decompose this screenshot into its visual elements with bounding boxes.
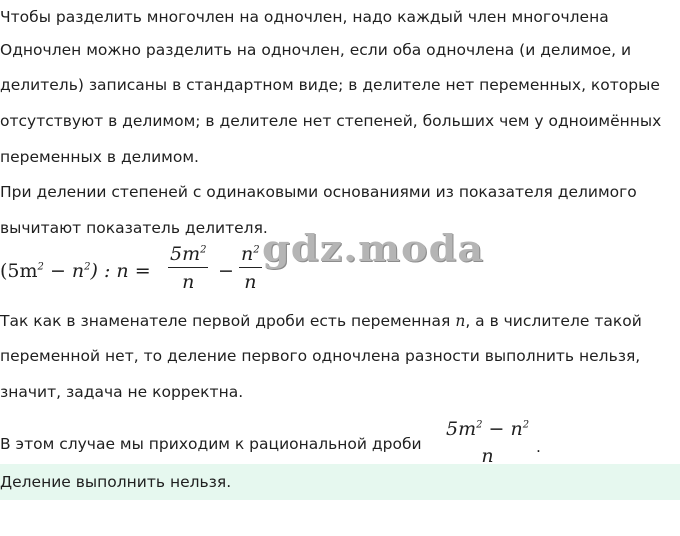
rational-exp-1: 2 bbox=[476, 419, 483, 431]
intro-line-4: отсутствуют в делимом; в делителе нет степеней, больших чем у одноимённых bbox=[0, 112, 662, 130]
intro-line-3: делитель) записаны в стандартном виде; в делителе нет переменных, которые bbox=[0, 76, 660, 94]
rational-num-term1: 5m bbox=[446, 418, 477, 440]
lhs-exp-2: 2 bbox=[84, 261, 91, 273]
intro-line-6: При делении степеней с одинаковыми основаниями из показателя делимого bbox=[0, 183, 637, 201]
intro-line-1: Чтобы разделить многочлен на одночлен, надо каждый член многочлена bbox=[0, 8, 609, 26]
frac1-denominator: n bbox=[182, 271, 195, 293]
frac2-numerator: n bbox=[241, 243, 254, 265]
intro-line-5: переменных в делимом. bbox=[0, 148, 199, 166]
lhs-open: (5m bbox=[0, 260, 38, 282]
rational-text: В этом случае мы приходим к рациональной дроби bbox=[0, 435, 422, 453]
equation-fraction-1 bbox=[168, 243, 208, 293]
equation-fraction-2 bbox=[239, 243, 262, 293]
rational-denominator: n bbox=[481, 445, 494, 464]
rational-period: . bbox=[536, 438, 541, 456]
lhs-exp-1: 2 bbox=[37, 261, 44, 273]
explanation-line-3: значит, задача не корректна. bbox=[0, 383, 244, 401]
equation-minus: − bbox=[218, 260, 234, 282]
answer-text: Деление выполнить нельзя. bbox=[0, 473, 232, 491]
lhs-minus: − n bbox=[43, 260, 85, 282]
frac1-exp: 2 bbox=[200, 244, 207, 256]
lhs-close: ) : n = bbox=[90, 260, 151, 282]
rational-num-term2: − n bbox=[482, 418, 523, 440]
frac2-denominator: n bbox=[244, 271, 257, 293]
intro-line-7: вычитают показатель делителя. bbox=[0, 219, 268, 237]
watermark-logo: gdz.moda bbox=[262, 228, 485, 270]
intro-line-2: Одночлен можно разделить на одночлен, если оба одночлена (и делимое, и bbox=[0, 41, 632, 59]
equation-lhs bbox=[0, 259, 151, 283]
fraction-bar bbox=[168, 267, 208, 268]
explanation-line-2: переменной нет, то деление первого одночлена разности выполнить нельзя, bbox=[0, 347, 641, 365]
frac2-exp: 2 bbox=[253, 244, 260, 256]
variable-n: n bbox=[455, 312, 466, 330]
frac1-numerator: 5m bbox=[170, 243, 201, 265]
explanation-text-1: Так как в знаменателе первой дроби есть переменная bbox=[0, 312, 451, 330]
fraction-bar bbox=[239, 267, 262, 268]
rational-exp-2: 2 bbox=[522, 419, 530, 431]
answer-box bbox=[0, 464, 680, 500]
explanation-text-2: , а в числителе такой bbox=[465, 312, 642, 330]
rational-fraction bbox=[444, 418, 531, 464]
explanation-line-1 bbox=[0, 310, 642, 332]
